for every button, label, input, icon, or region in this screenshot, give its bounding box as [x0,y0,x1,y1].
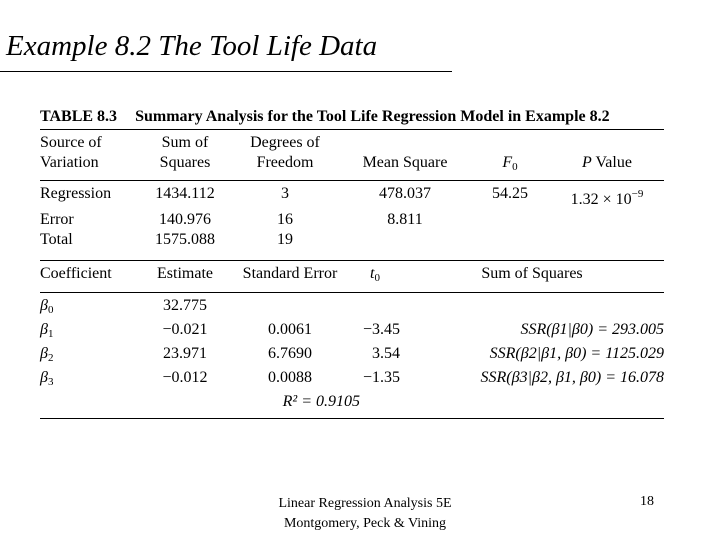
anova-row-regression: Regression 1434.112 3 478.037 54.25 $1.32 \times 10^{-9}$ [40,184,664,210]
coef-header-rule [40,292,664,293]
f0-header: $F_0$ [502,154,518,173]
coef-row-beta3: $\beta_3$ −0.012 0.0088 −1.35 SSR(β3|β2, β1, β0) = 16.078 [40,368,664,392]
table-number: TABLE 8.3 [40,108,118,125]
coef-row-beta1: $\beta_1$ −0.021 0.0061 −3.45 SSR(β1|β0) = 293.005 [40,320,664,344]
summary-table [40,108,664,419]
coefficient-body [40,296,664,412]
table-caption-text: Summary Analysis for the Tool Life Regression Model in Example 8.2 [135,108,610,125]
anova-row-total: Total 1575.088 19 [40,231,293,248]
coefficient-header: Coefficient [40,265,112,282]
r-squared: R² = 0.9105 [282,393,360,410]
ss-header-2: Squares [159,154,211,171]
ssr-beta3: SSR(β3|β2, β1, β0) = 16.078 [480,369,664,386]
r-squared-row [40,392,664,412]
footer-line-1: Linear Regression Analysis 5E [278,496,452,511]
anova-table [40,133,664,177]
anova-body [40,184,664,250]
page-number: 18 [640,494,654,509]
df-header-2: Freedom [256,154,314,171]
anova-row-error: Error 140.976 16 8.811 [40,211,423,228]
anova-header-row-2 [40,153,664,177]
source-header-2: Variation [40,154,99,171]
footer-citation [260,494,470,534]
coefficient-header [40,264,664,288]
anova-header-rule [40,180,664,181]
df-header-1: Degrees of [250,134,320,151]
ssr-beta2: SSR(β2|β1, β0) = 1125.029 [489,345,664,362]
table-top-rule [40,129,664,130]
p-value-header: P Value [582,154,632,171]
sum-of-squares-header: Sum of Squares [481,265,583,282]
estimate-header: Estimate [157,265,213,282]
ssr-beta1: SSR(β1|β0) = 293.005 [520,321,664,338]
ss-header-1: Sum of [161,134,209,151]
coef-header-row [40,264,664,288]
std-error-header: Standard Error [242,265,338,282]
p-value-cell: $1.32 \times 10^{-9}$ [570,188,644,208]
source-header-1: Source of [40,134,102,151]
slide-title: Example 8.2 The Tool Life Data [6,30,378,62]
table-caption [40,108,664,126]
coef-row-beta0: $\beta_0$ 32.775 [40,297,207,316]
title-underline [0,71,452,72]
footer-line-2: Montgomery, Peck & Vining [283,516,447,531]
coef-row-beta2: $\beta_2$ 23.971 6.7690 3.54 SSR(β2|β1, β0) = 1125.029 [40,344,664,368]
anova-header-row-1 [40,133,664,153]
ms-header: Mean Square [362,154,448,171]
t0-header: $t_0$ [370,265,380,284]
anova-bottom-rule [40,260,664,261]
table-bottom-rule [40,418,664,419]
